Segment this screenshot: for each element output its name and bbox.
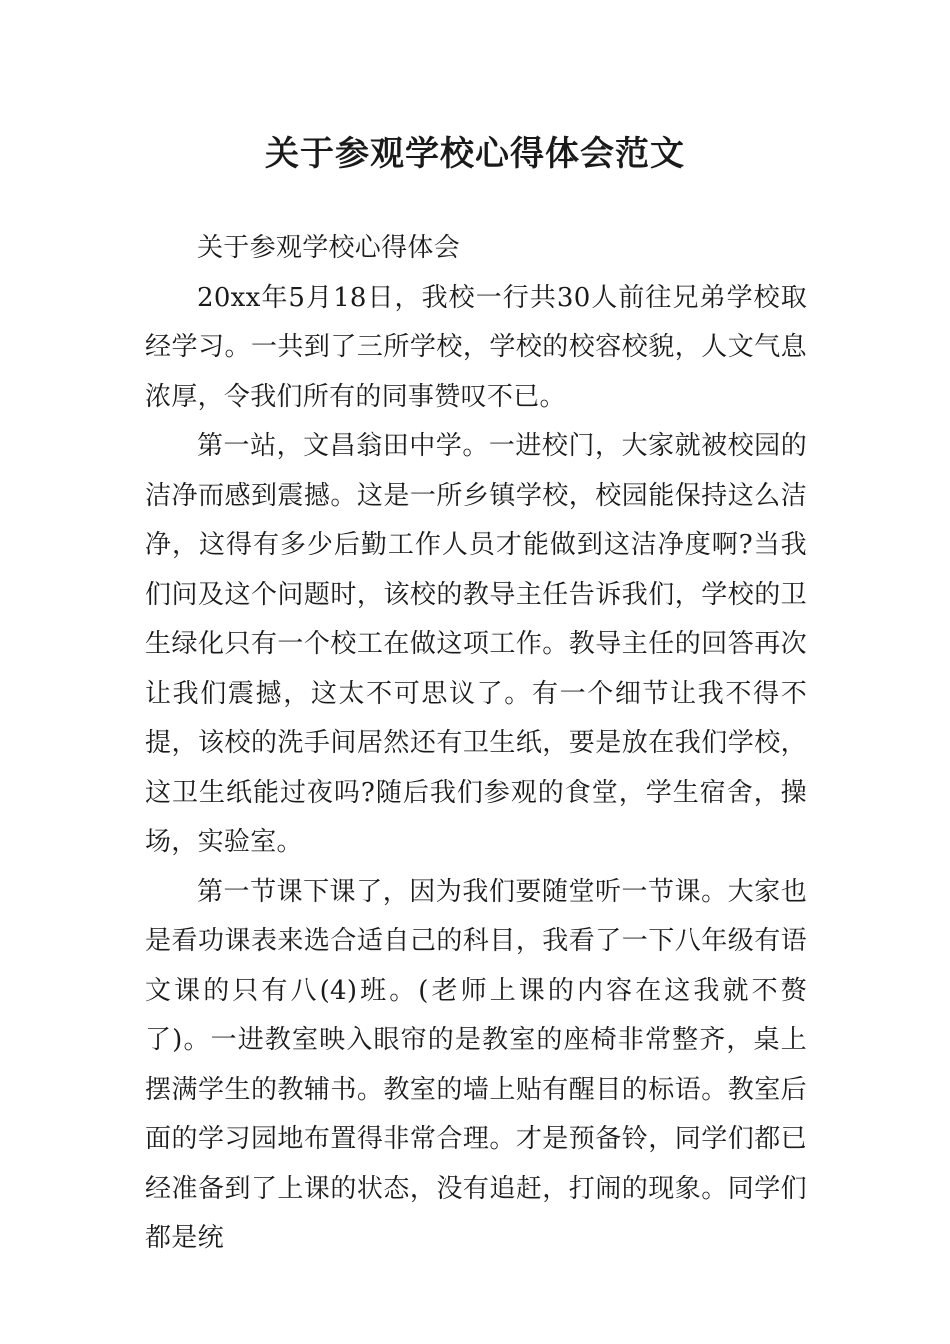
paragraph-class-visit: 第一节课下课了，因为我们要随堂听一节课。大家也是看功课表来选合适自己的科目，我看了一下八年级有语文课的只有八(4)班。(老师上课的内容在这我就不赘了)。一进教室映入眼帘的是教室的座椅非常整齐，桌上摆满学生的教辅书。教室的墙上贴有醒目的标语。教室后面的学习园地布置得非常合理。才是预备铃，同学们都已经准备到了上课的状态，没有追赶，打闹的现象。同学们都是统: [145, 876, 807, 1253]
paragraph-intro: 20xx年5月18日，我校一行共30人前往兄弟学校取经学习。一共到了三所学校，学校的校容校貌，人文气息浓厚，令我们所有的同事赞叹不已。: [145, 282, 807, 412]
document-title: 关于参观学校心得体会范文: [265, 134, 685, 174]
paragraph-subtitle: 关于参观学校心得体会: [197, 233, 461, 263]
document-body: [145, 224, 807, 1264]
paragraph-first-stop: 第一站，文昌翁田中学。一进校门，大家就被校园的洁净而感到震撼。这是一所乡镇学校，校园能保持这么洁净，这得有多少后勤工作人员才能做到这洁净度啊?当我们问及这个问题时，该校的教导主任告诉我们，学校的卫生绿化只有一个校工在做这项工作。教导主任的回答再次让我们震撼，这太不可思议了。有一个细节让我不得不提，该校的洗手间居然还有卫生纸，要是放在我们学校，这卫生纸能过夜吗?随后我们参观的食堂，学生宿舍，操场，实验室。: [145, 431, 807, 857]
